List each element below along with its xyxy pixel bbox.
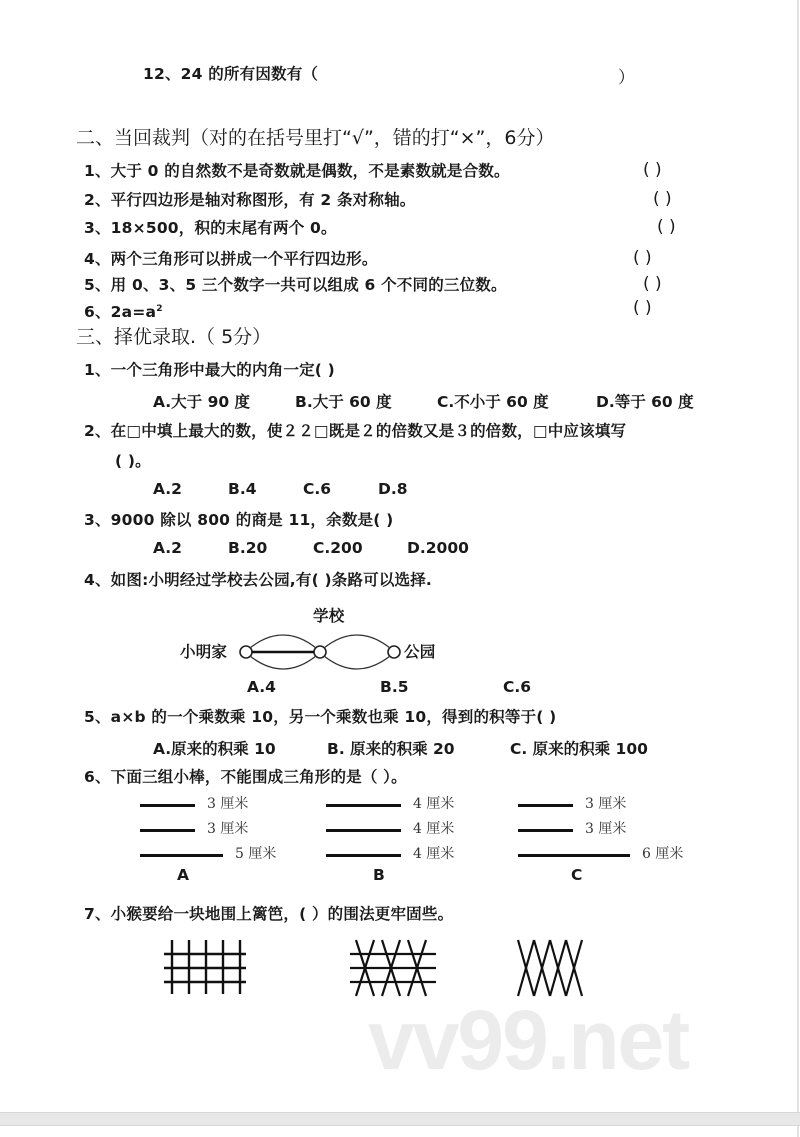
page-separator [0, 1112, 800, 1126]
answer-paren-3: ( ) [657, 217, 676, 237]
judge-item-6-text: 6、2a=a [84, 303, 157, 322]
answer-paren-2: ( ) [653, 189, 672, 209]
judge-item-4: 4、两个三角形可以拼成一个平行四边形。 [84, 250, 378, 268]
stick-c1-label: 3 厘米 [585, 796, 627, 812]
q2-option-b: B.4 [228, 480, 257, 498]
stick-a3-label: 5 厘米 [235, 846, 277, 862]
q4-option-b: B.5 [380, 678, 409, 696]
q5-option-b: B. 原来的积乘 20 [327, 740, 455, 758]
choice-q2-blank: ( )。 [115, 452, 151, 470]
stick-c1 [518, 804, 573, 807]
group-b-label: B [373, 866, 385, 884]
route-diagram [230, 628, 410, 678]
choice-q3: 3、9000 除以 800 的商是 11，余数是( ) [84, 511, 394, 529]
answer-paren-4: ( ) [633, 248, 652, 268]
judge-item-2: 2、平行四边形是轴对称图形，有 2 条对称轴。 [84, 191, 416, 209]
stick-b2-label: 4 厘米 [413, 821, 455, 837]
choice-q5: 5、a×b 的一个乘数乘 10，另一个乘数也乘 10，得到的积等于( ) [84, 708, 557, 726]
fence-cross-horizontal-icon [348, 938, 440, 998]
group-a-label: A [177, 866, 189, 884]
choice-q6: 6、下面三组小棒，不能围成三角形的是（ ）。 [84, 768, 407, 786]
q4-option-c: C.6 [503, 678, 532, 696]
q3-option-a: A.2 [153, 539, 182, 557]
q2-option-d: D.8 [378, 480, 408, 498]
judge-item-3: 3、18×500，积的末尾有两个 0。 [84, 219, 337, 237]
q1-option-a: A.大于 90 度 [153, 393, 251, 411]
answer-paren: ） [618, 68, 635, 88]
watermark: vv99.net [368, 993, 689, 1087]
stick-b3-label: 4 厘米 [413, 846, 455, 862]
choice-q4: 4、如图:小明经过学校去公园,有( )条路可以选择. [84, 571, 433, 589]
group-c-label: C [571, 866, 583, 884]
choice-q2: 2、在□中填上最大的数，使２２□既是２的倍数又是３的倍数，□中应该填写 [84, 422, 627, 440]
q1-option-c: C.不小于 60 度 [437, 393, 549, 411]
section3-heading: 三、择优录取.（ 5分） [76, 326, 272, 348]
q5-option-a: A.原来的积乘 10 [153, 740, 276, 758]
q3-option-d: D.2000 [407, 539, 469, 557]
answer-paren-6: ( ) [633, 298, 652, 318]
section2-heading: 二、当回裁判（对的在括号里打“√”，错的打“×”，6分） [76, 127, 555, 149]
q1-option-b: B.大于 60 度 [295, 393, 392, 411]
stick-b3 [326, 854, 401, 857]
stick-a1 [140, 804, 195, 807]
diagram-home-label: 小明家 [180, 643, 228, 661]
exponent: 2 [156, 304, 163, 314]
stick-b1-label: 4 厘米 [413, 796, 455, 812]
stick-c2-label: 3 厘米 [585, 821, 627, 837]
stick-c3 [518, 854, 630, 857]
judge-item-5: 5、用 0、3、5 三个数字一共可以组成 6 个不同的三位数。 [84, 276, 507, 294]
stick-b1 [326, 804, 401, 807]
fence-grid-icon [160, 938, 250, 998]
fence-lattice-icon [512, 938, 592, 998]
factor-question: 12、24 的所有因数有（ [143, 65, 319, 83]
answer-paren-1: ( ) [643, 160, 662, 180]
q4-option-a: A.4 [247, 678, 276, 696]
stick-c3-label: 6 厘米 [642, 846, 684, 862]
stick-a1-label: 3 厘米 [207, 796, 249, 812]
diagram-school-label: 学校 [313, 607, 345, 625]
q2-option-a: A.2 [153, 480, 182, 498]
stick-a2 [140, 829, 195, 832]
q2-option-c: C.6 [303, 480, 332, 498]
stick-b2 [326, 829, 401, 832]
q3-option-c: C.200 [313, 539, 363, 557]
q5-option-c: C. 原来的积乘 100 [510, 740, 648, 758]
stick-a2-label: 3 厘米 [207, 821, 249, 837]
stick-c2 [518, 829, 573, 832]
answer-paren-5: ( ) [643, 274, 662, 294]
choice-q1: 1、一个三角形中最大的内角一定( ) [84, 361, 335, 379]
stick-a3 [140, 854, 223, 857]
judge-item-6 [84, 299, 163, 322]
judge-item-1: 1、大于 0 的自然数不是奇数就是偶数，不是素数就是合数。 [84, 162, 510, 180]
q1-option-d: D.等于 60 度 [596, 393, 694, 411]
q3-option-b: B.20 [228, 539, 268, 557]
next-page-edge [0, 1126, 799, 1137]
diagram-park-label: 公园 [404, 643, 436, 661]
choice-q7: 7、小猴要给一块地围上篱笆，( ）的围法更牢固些。 [84, 905, 454, 923]
